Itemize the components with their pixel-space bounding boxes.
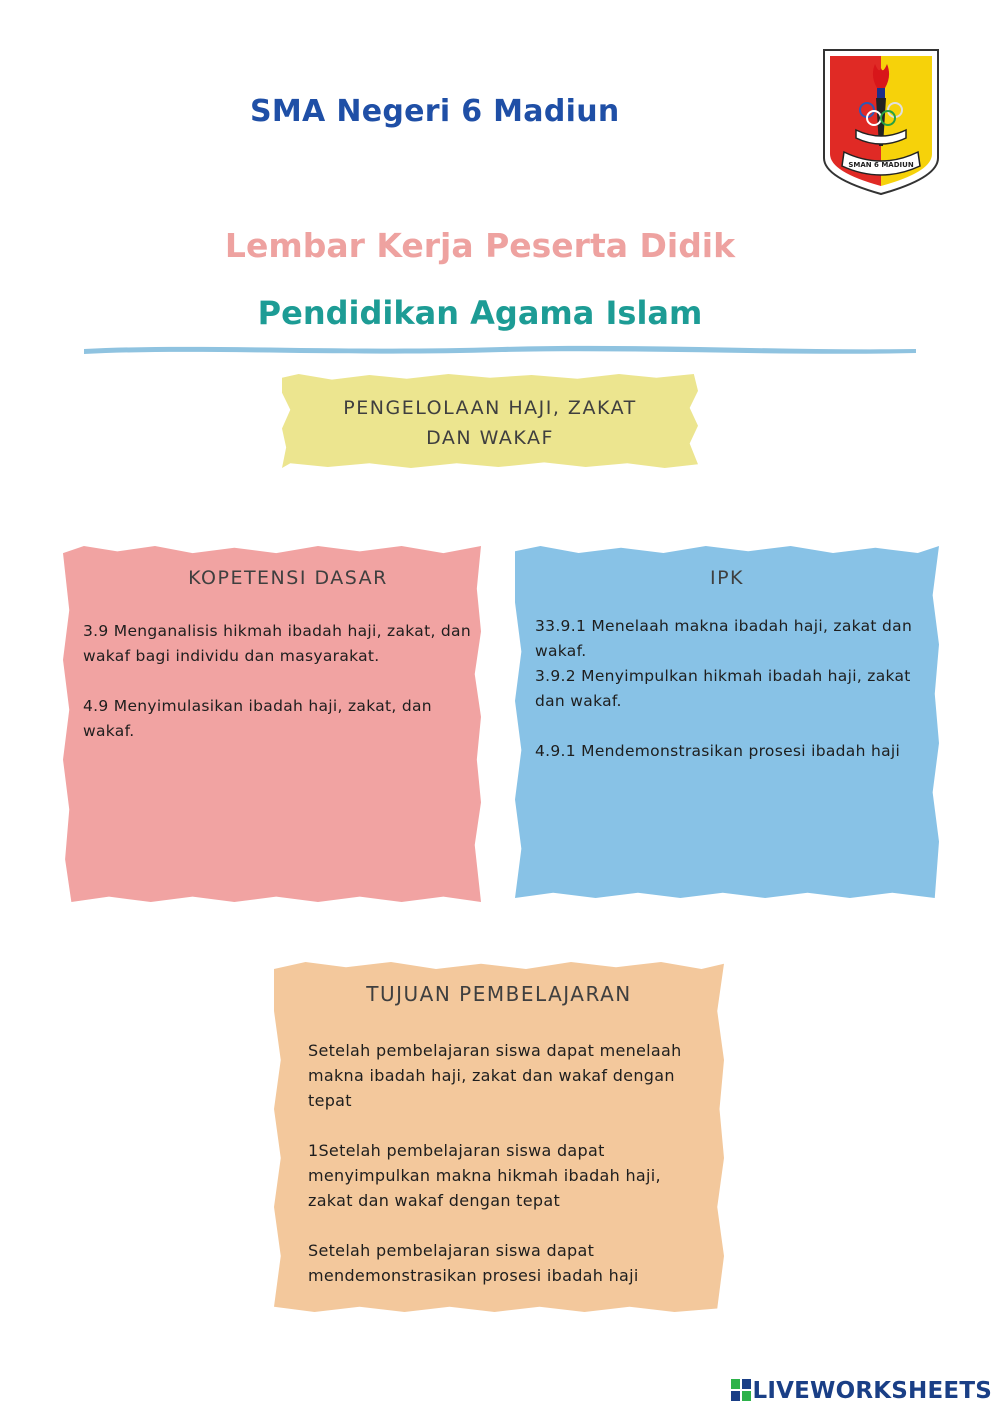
ipk-heading: IPK [709, 567, 745, 589]
school-name: SMA Negeri 6 Madiun [250, 94, 620, 129]
kompetensi-dasar-list [83, 619, 473, 769]
list-item: 3.9.2 Menyimpulkan hikmah ibadah haji, zakat dan wakaf. [535, 667, 911, 710]
list-item: Setelah pembelajaran siswa dapat menelaah makna ibadah haji, zakat dan wakaf dengan tepat [308, 1041, 682, 1110]
list-item: 4.9 Menyimulasikan ibadah haji, zakat, dan wakaf. [83, 697, 432, 740]
ipk-list [535, 614, 919, 789]
divider-brush-stroke [82, 340, 918, 362]
logo-text: SMAN 6 MADIUN [848, 161, 914, 169]
list-item: 3.9 Menganalisis hikmah ibadah haji, zakat, dan wakaf bagi individu dan masyarakat. [83, 622, 471, 665]
tujuan-pembelajaran-list [308, 1038, 708, 1313]
worksheet-title: Lembar Kerja Peserta Didik [224, 226, 736, 265]
list-item: 33.9.1 Menelaah makna ibadah haji, zakat dan wakaf. [535, 617, 913, 660]
liveworksheets-watermark [731, 1378, 992, 1404]
school-logo [820, 46, 942, 198]
subject-title: Pendidikan Agama Islam [257, 294, 703, 332]
topic-label: PENGELOLAAN HAJI, ZAKAT DAN WAKAF [343, 397, 637, 449]
list-item: 4.9.1 Mendemonstrasikan prosesi ibadah haji [535, 742, 901, 760]
tujuan-pembelajaran-heading: TUJUAN PEMBELAJARAN [366, 982, 632, 1006]
kompetensi-dasar-heading: KOPETENSI DASAR [188, 567, 388, 589]
list-item: 1Setelah pembelajaran siswa dapat menyimpulkan makna hikmah ibadah haji, zakat dan wakaf dengan tepat [308, 1141, 661, 1210]
liveworksheets-brand: LIVEWORKSHEETS [752, 1378, 992, 1404]
list-item: Setelah pembelajaran siswa dapat mendemonstrasikan prosesi ibadah haji [308, 1241, 639, 1285]
liveworksheets-logo-icon [731, 1379, 751, 1401]
